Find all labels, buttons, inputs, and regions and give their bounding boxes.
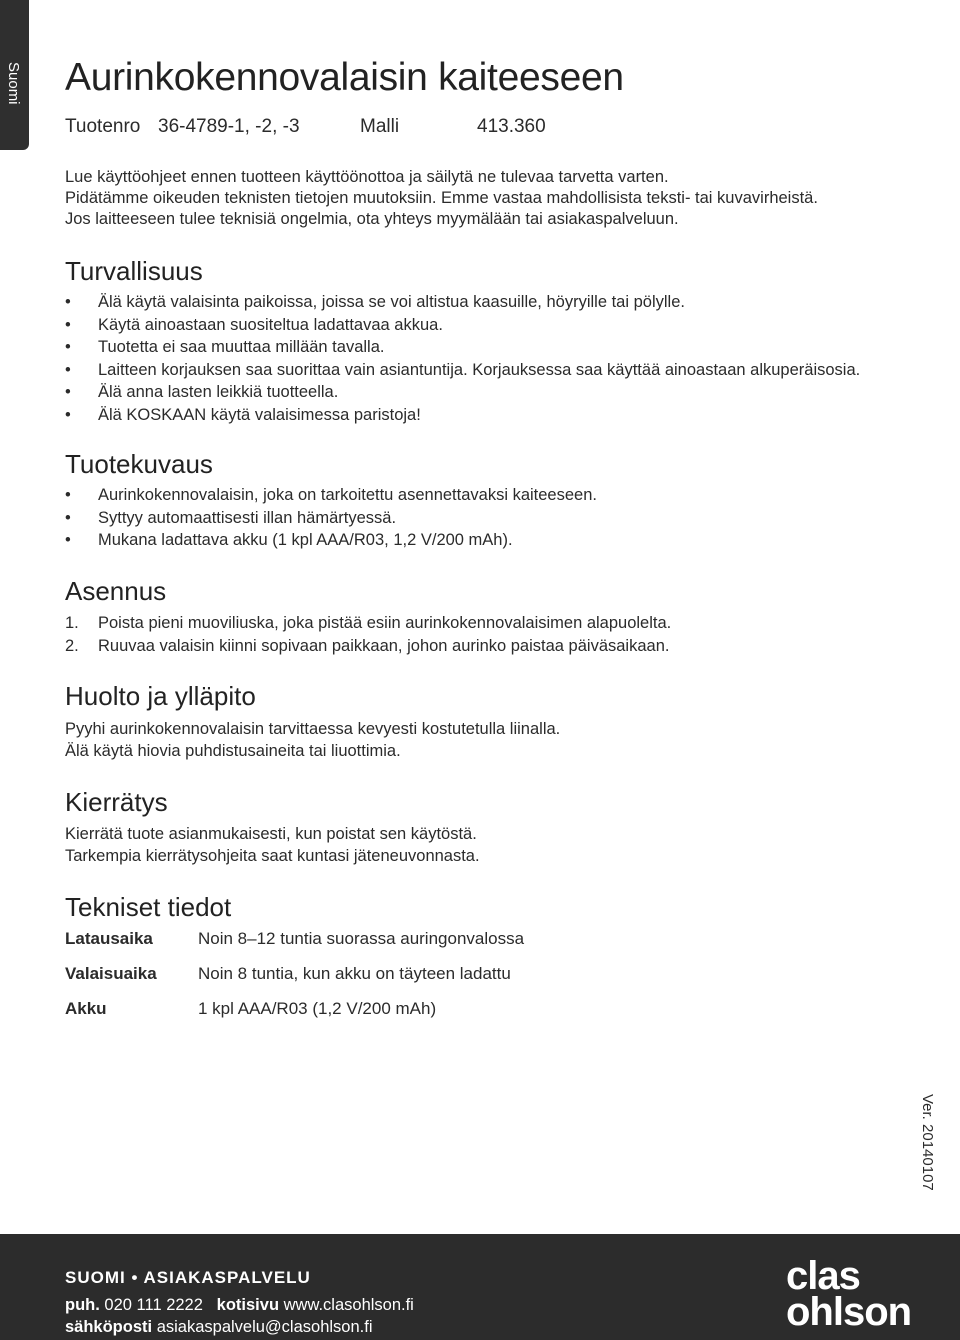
list-item: • Mukana ladattava akku (1 kpl AAA/R03, 1,2 V/200 mAh). [65,529,597,552]
spec-label: Latausaika [65,929,153,948]
step-text: Ruuvaa valaisin kiinni sopivaan paikkaan, johon aurinko paistaa päiväsaikaan. [98,636,670,655]
list-item: • Älä käytä valaisinta paikoissa, joissa se voi altistua kaasuille, höyryille tai pölylle. [65,291,860,314]
paragraph-line: Pyyhi aurinkokennovalaisin tarvittaessa kevyesti kostutetulla liinalla. [65,720,561,738]
section-heading-specs: Tekniset tiedot [65,892,232,922]
version-label: Ver. 20140107 [919,1094,936,1191]
phone-number: 020 111 2222 [104,1296,203,1314]
section-heading-recycling: Kierrätys [65,787,168,817]
clas-ohlson-logo [786,1254,936,1334]
safety-list [65,291,860,426]
intro-line: Jos laitteeseen tulee teknisiä ongelmia, ota yhteys myymälään tai asiakaspalveluun. [65,210,679,228]
footer-email-line [65,1318,372,1337]
intro-line: Pidätämme oikeuden teknisten tietojen muutoksiin. Emme vastaa mahdollisista teksti- tai kuvavirheistä. [65,189,818,207]
section-heading-safety: Turvallisuus [65,256,203,286]
website-label: kotisivu [216,1296,280,1314]
spec-label: Akku [65,999,107,1018]
product-number-label: Tuotenro [65,116,141,137]
logo-line: ohlson [786,1290,912,1334]
phone-label: puh. [65,1296,100,1314]
language-tab [0,0,29,150]
list-item: • Käytä ainoastaan suositeltua ladattavaa akkua. [65,314,860,337]
section-heading-installation: Asennus [65,576,167,606]
list-item: • Tuotetta ei saa muuttaa millään tavalla. [65,336,860,359]
product-info [65,116,546,138]
list-item [65,635,671,658]
paragraph-line: Älä käytä hiovia puhdistusaineita tai liuottimia. [65,742,401,760]
list-item: • Laitteen korjauksen saa suorittaa vain asiantuntija. Korjauksessa saa käyttää ainoastaan alkuperäisosia. [65,359,860,382]
logo-line: clas [786,1254,860,1298]
page-title: Aurinkokennovalaisin kaiteeseen [65,56,624,99]
spec-value: Noin 8–12 tuntia suorassa auringonvalossa [198,929,525,948]
intro-text [65,167,818,230]
maintenance-text [65,718,560,762]
list-item [65,612,671,635]
email-label: sähköposti [65,1318,153,1336]
recycling-text [65,823,480,867]
model-label: Malli [360,116,400,137]
spec-value: 1 kpl AAA/R03 (1,2 V/200 mAh) [198,999,437,1018]
footer [0,1234,960,1340]
section-heading-description: Tuotekuvaus [65,449,213,479]
footer-title: SUOMI • ASIAKASPALVELU [65,1268,311,1287]
list-item: • Älä KOSKAAN käytä valaisimessa paristoja! [65,404,860,427]
list-item: • Aurinkokennovalaisin, joka on tarkoitettu asennettavaksi kaiteeseen. [65,484,597,507]
footer-contact-line [65,1296,414,1315]
list-item: • Syttyy automaattisesti illan hämärtyessä. [65,507,597,530]
description-list [65,484,597,552]
language-tab-label: Suomi [5,62,22,105]
website-link[interactable]: www.clasohlson.fi [283,1296,414,1314]
paragraph-line: Kierrätä tuote asianmukaisesti, kun poistat sen käytöstä. [65,825,477,843]
list-item: • Älä anna lasten leikkiä tuotteella. [65,381,860,404]
model-value: 413.360 [477,116,546,137]
section-heading-maintenance: Huolto ja ylläpito [65,681,256,711]
installation-steps [65,612,671,657]
step-text: Poista pieni muoviliuska, joka pistää esiin aurinkokennovalaisimen alapuolelta. [98,614,672,632]
step-number: 2. [65,636,79,655]
paragraph-line: Tarkempia kierrätysohjeita saat kuntasi jäteneuvonnasta. [65,847,480,865]
spec-label: Valaisuaika [65,964,157,983]
email-link[interactable]: asiakaspalvelu@clasohlson.fi [156,1318,373,1336]
product-number-value: 36-4789-1, -2, -3 [158,116,300,137]
step-number: 1. [65,614,79,632]
spec-value: Noin 8 tuntia, kun akku on täyteen ladattu [198,964,511,983]
intro-line: Lue käyttöohjeet ennen tuotteen käyttöönottoa ja säilytä ne tulevaa tarvetta varten. [65,168,669,186]
